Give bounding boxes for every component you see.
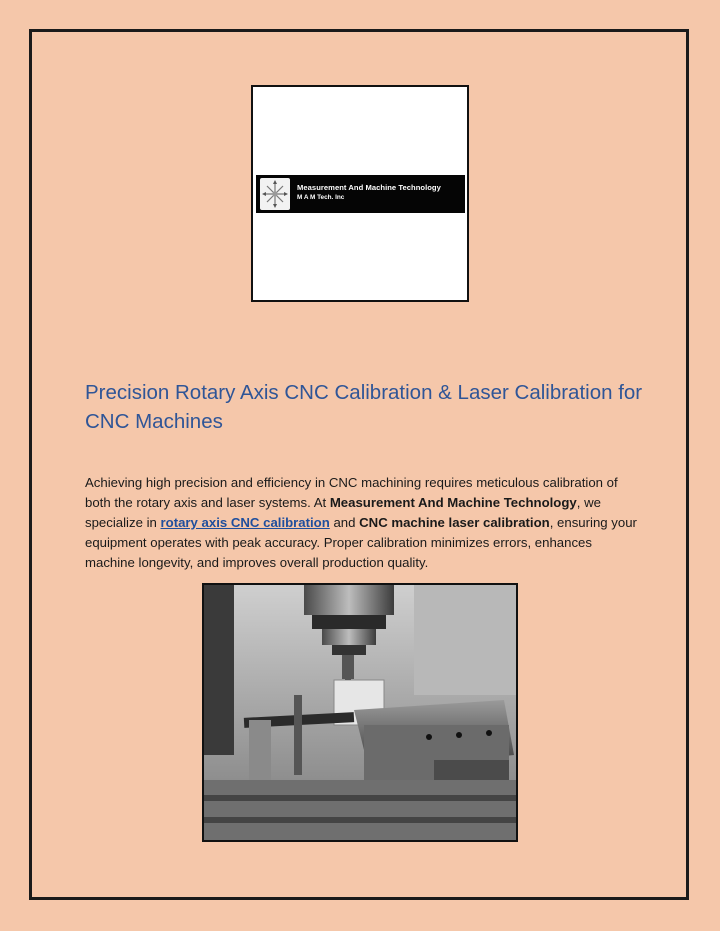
cnc-machine-photo (202, 583, 518, 842)
company-logo (251, 85, 469, 302)
logo-company-short: M A M Tech. Inc (297, 194, 345, 201)
paragraph-text-4: , ensuring your equipment operates with peak accuracy. Proper calibration minimizes errors, enhances machine longevity, and improves overall production quality. (85, 515, 637, 570)
paragraph-text-3: and (329, 515, 360, 530)
logo-company-name: Measurement And Machine Technology (297, 183, 441, 192)
article-paragraph (85, 473, 645, 573)
service-name-bold: CNC machine laser calibration (359, 515, 550, 530)
compass-arrows-icon (260, 178, 290, 210)
company-name-bold: Measurement And Machine Technology (329, 495, 577, 510)
paragraph-text-2: , we specialize in (85, 495, 601, 530)
logo-banner (256, 175, 465, 213)
article-heading: Precision Rotary Axis CNC Calibration & Laser Calibration for CNC Machines (85, 381, 643, 433)
paragraph-text-1: Achieving high precision and efficiency in CNC machining requires meticulous calibration of both the rotary axis and laser systems. At (85, 475, 618, 510)
rotary-axis-calibration-link[interactable]: rotary axis CNC calibration (160, 515, 330, 530)
